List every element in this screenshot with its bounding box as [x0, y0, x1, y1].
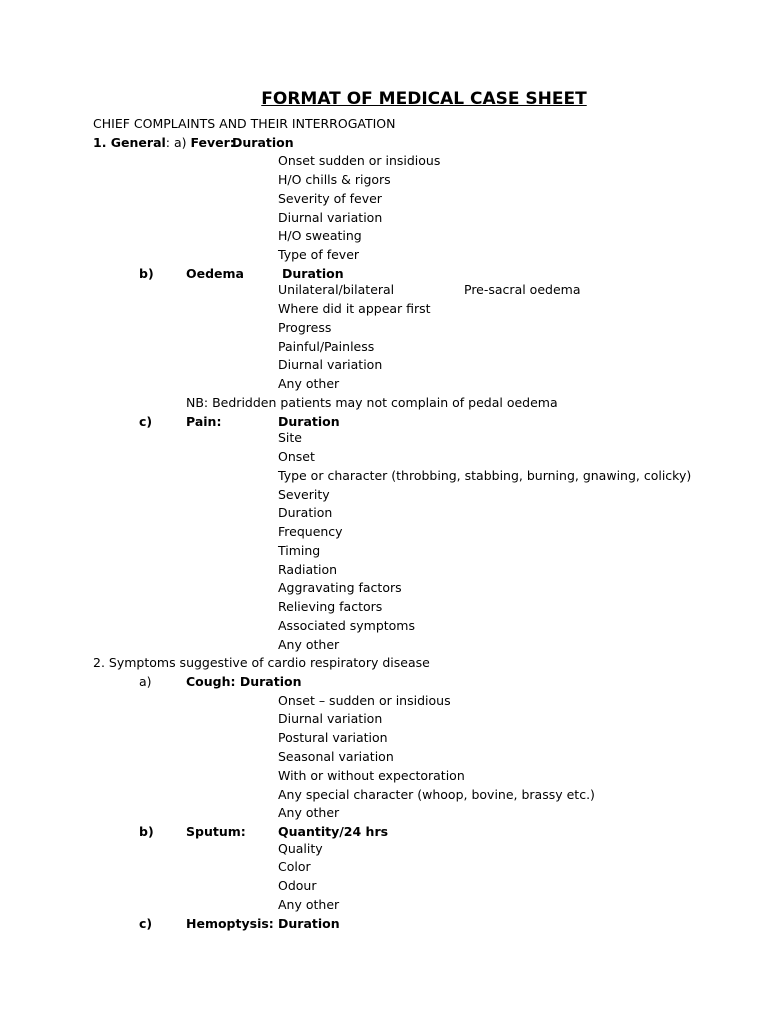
cough-item: Seasonal variation [278, 749, 394, 764]
pain-item: Severity [278, 487, 330, 502]
hemoptysis-duration: Duration [278, 916, 340, 931]
pain-marker: c) [139, 414, 153, 429]
fever-item: H/O chills & rigors [278, 172, 391, 187]
oedema-item: Unilateral/bilateral [278, 282, 395, 297]
pain-item: Radiation [278, 562, 338, 577]
cough-item: Any other [278, 805, 340, 820]
sputum-label: Sputum: [186, 824, 246, 839]
oedema-label: Oedema [186, 266, 244, 281]
section-2-heading: 2. Symptoms suggestive of cardio respiratory disease [93, 655, 430, 670]
cough-item: Onset – sudden or insidious [278, 693, 451, 708]
pain-item: Aggravating factors [278, 580, 402, 595]
cough-marker: a) [139, 674, 152, 689]
oedema-note: NB: Bedridden patients may not complain of pedal oedema [186, 395, 558, 410]
cough-label: Cough: Duration [186, 674, 302, 689]
pain-item: Timing [278, 543, 321, 558]
pain-item: Associated symptoms [278, 618, 415, 633]
pain-label: Pain: [186, 414, 222, 429]
hemoptysis-label: Hemoptysis: [186, 916, 274, 931]
pain-item: Type or character (throbbing, stabbing, burning, gnawing, colicky) [278, 468, 692, 483]
oedema-item: Diurnal variation [278, 357, 383, 372]
oedema-marker: b) [139, 266, 154, 281]
oedema-side-note: Pre-sacral oedema [464, 282, 581, 297]
sputum-marker: b) [139, 824, 154, 839]
sputum-item: Quality [278, 841, 323, 856]
fever-item: H/O sweating [278, 228, 362, 243]
cough-item: With or without expectoration [278, 768, 465, 783]
oedema-item: Progress [278, 320, 332, 335]
fever-label: Fever: [190, 135, 235, 150]
oedema-item: Any other [278, 376, 340, 391]
pain-item: Onset [278, 449, 315, 464]
pain-item: Site [278, 430, 302, 445]
sputum-item: Color [278, 859, 311, 874]
fever-item: Diurnal variation [278, 210, 383, 225]
pain-item: Relieving factors [278, 599, 383, 614]
oedema-item: Painful/Painless [278, 339, 375, 354]
pain-item: Frequency [278, 524, 343, 539]
cough-item: Diurnal variation [278, 711, 383, 726]
fever-item: Severity of fever [278, 191, 382, 206]
cough-item: Postural variation [278, 730, 388, 745]
page-title: FORMAT OF MEDICAL CASE SHEET [261, 89, 587, 109]
pain-item: Duration [278, 505, 333, 520]
fever-duration: Duration [232, 135, 294, 150]
hemoptysis-marker: c) [139, 916, 153, 931]
pain-duration: Duration [278, 414, 340, 429]
cough-item: Any special character (whoop, bovine, brassy etc.) [278, 787, 595, 802]
fever-item: Onset sudden or insidious [278, 153, 441, 168]
sputum-item: Odour [278, 878, 317, 893]
general-label: 1. General [93, 135, 166, 150]
oedema-item: Where did it appear first [278, 301, 431, 316]
sputum-item: Any other [278, 897, 340, 912]
chief-complaints-heading: CHIEF COMPLAINTS AND THEIR INTERROGATION [93, 116, 396, 131]
general-label-rest: : a) [165, 135, 191, 150]
general-heading [93, 135, 235, 150]
pain-item: Any other [278, 637, 340, 652]
sputum-heading: Quantity/24 hrs [278, 824, 389, 839]
fever-item: Type of fever [278, 247, 360, 262]
oedema-duration: Duration [282, 266, 344, 281]
